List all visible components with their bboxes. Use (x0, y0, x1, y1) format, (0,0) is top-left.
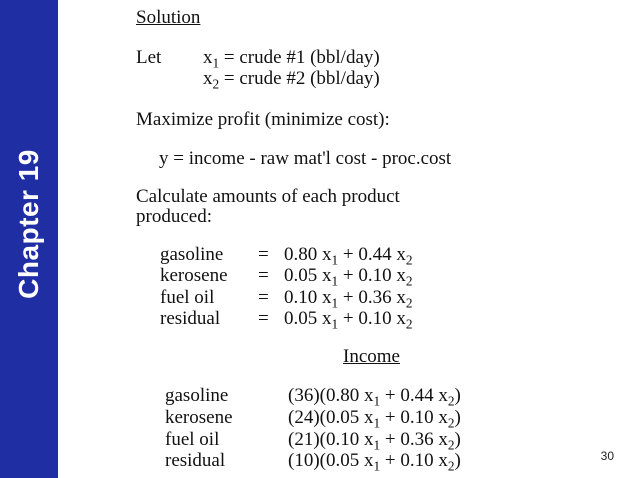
income-product-name: residual (165, 450, 226, 471)
calculate-line-1: Calculate amounts of each product (136, 186, 400, 207)
product-expression: 0.05 $x_1 + 0.10$ $x_2$ (284, 308, 413, 332)
sidebar (0, 0, 58, 478)
equals-sign: = (258, 287, 269, 308)
equals-sign: = (258, 244, 269, 265)
variable-x2-definition: $x_2$ = crude #2 (bbl/day) (203, 68, 380, 92)
variable-x1-definition: $x_1$ = crude #1 (bbl/day) (203, 47, 380, 71)
equals-sign: = (258, 308, 269, 329)
income-expression: (10)(0.05 $x_1 + 0.10$ $x_2$) (288, 450, 461, 474)
product-name: residual (160, 308, 221, 329)
solution-heading: Solution (136, 7, 201, 28)
income-expression: (36)(0.80 $x_1 + 0.44$ $x_2$) (288, 385, 461, 409)
income-expression: (24)(0.05 $x_1 + 0.10$ $x_2$) (288, 407, 461, 431)
profit-equation: y = income - raw mat'l cost - proc.cost (159, 148, 452, 169)
let-label: Let (136, 47, 162, 68)
product-name: fuel oil (160, 287, 215, 308)
equals-sign: = (258, 265, 269, 286)
product-name: gasoline (160, 244, 224, 265)
product-expression: 0.10 $x_1 + 0.36$ $x_2$ (284, 287, 413, 311)
calculate-line-2: produced: (136, 206, 212, 227)
income-product-name: gasoline (165, 385, 229, 406)
chapter-label: Chapter 19 (13, 149, 44, 299)
product-name: kerosene (160, 265, 228, 286)
slide-number: 30 (600, 449, 614, 463)
income-heading: Income (343, 346, 400, 367)
product-expression: 0.05 $x_1 + 0.10$ $x_2$ (284, 265, 413, 289)
product-expression: 0.80 $x_1 + 0.44$ $x_2$ (284, 244, 413, 268)
income-product-name: fuel oil (165, 429, 220, 450)
income-product-name: kerosene (165, 407, 233, 428)
income-expression: (21)(0.10 $x_1 + 0.36$ $x_2$) (288, 429, 461, 453)
objective-line: Maximize profit (minimize cost): (136, 109, 390, 130)
